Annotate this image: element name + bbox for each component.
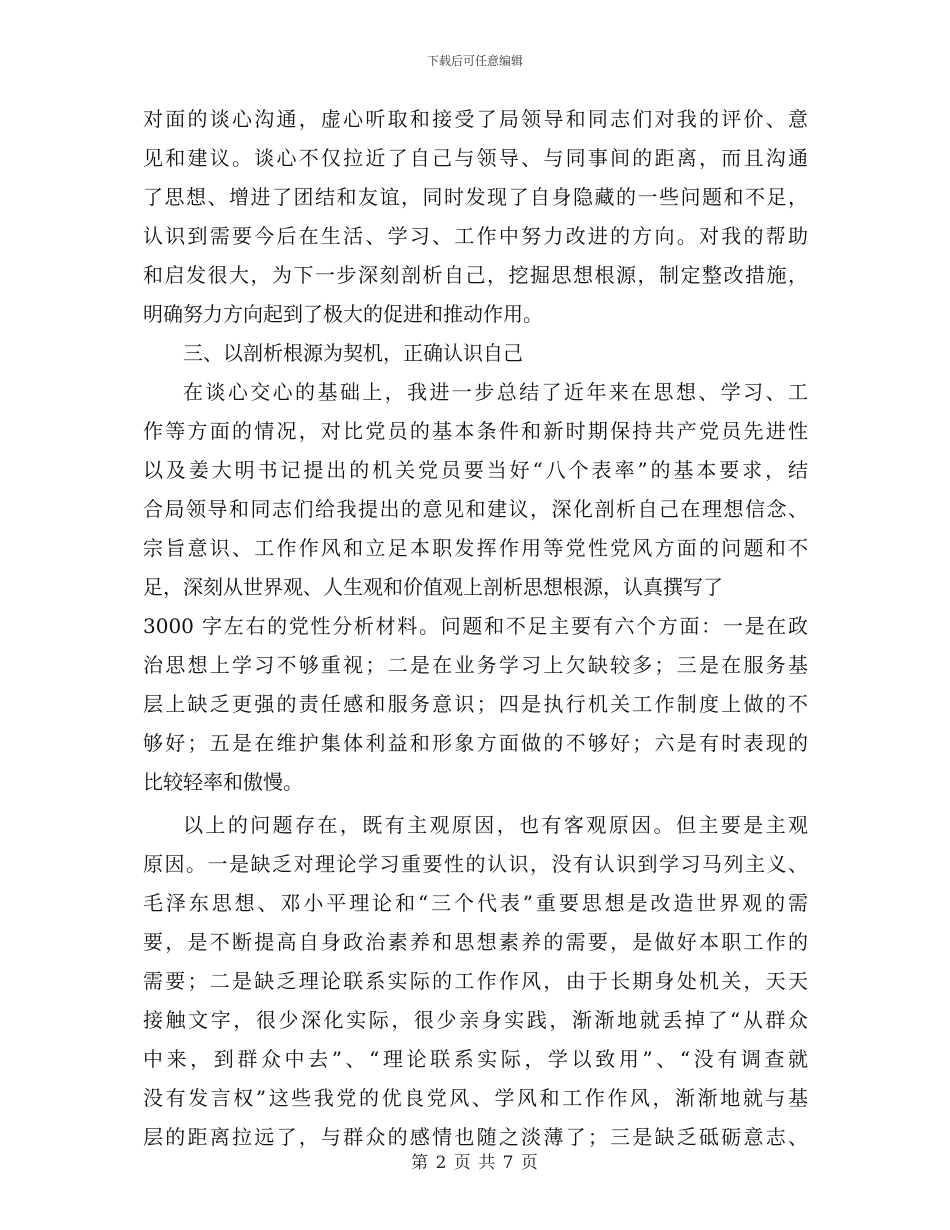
- text-line: 作等方面的情况，对比党员的基本条件和新时期保持共产党员先进性: [143, 419, 808, 443]
- text-line: 足，深刻从世界观、人生观和价值观上剖析思想根源，认真撰写了: [143, 575, 723, 599]
- text-line: 要，是不断提高自身政治素养和思想素养的需要，是做好本职工作的: [143, 930, 808, 954]
- text-line: 需要；二是缺乏理论联系实际的工作作风，由于长期身处机关，天天: [143, 969, 808, 993]
- text-line: 和启发很大，为下一步深刻剖析自己，挖掘思想根源，制定整改措施，: [143, 263, 808, 287]
- document-body: [143, 100, 808, 1157]
- text-line: 比较轻率和傲慢。: [143, 770, 303, 794]
- text-line: 治思想上学习不够重视；二是在业务学习上欠缺较多；三是在服务基: [143, 653, 808, 677]
- text-line: 层的距离拉远了，与群众的感情也随之淡薄了；三是缺乏砥砺意志、: [143, 1125, 808, 1149]
- text-line: 明确努力方向起到了极大的促进和推动作用。: [143, 302, 543, 326]
- text-line: 3000 字左右的党性分析材料。问题和不足主要有六个方面：一是在政: [143, 614, 808, 638]
- text-line: 接触文字，很少深化实际，很少亲身实践，渐渐地就丢掉了“从群众: [143, 1008, 808, 1032]
- text-line: 在谈心交心的基础上，我进一步总结了近年来在思想、学习、工: [183, 380, 808, 404]
- text-line: 毛泽东思想、邓小平理论和“三个代表”重要思想是改造世界观的需: [143, 891, 808, 915]
- text-line: 对面的谈心沟通，虚心听取和接受了局领导和同志们对我的评价、意: [143, 107, 808, 131]
- text-line: 认识到需要今后在生活、学习、工作中努力改进的方向。对我的帮助: [143, 224, 808, 248]
- text-line: 了思想、增进了团结和友谊，同时发现了自身隐藏的一些问题和不足，: [143, 185, 808, 209]
- page-number-footer: 第 2 页 共 7 页: [411, 1153, 539, 1173]
- text-line: 合局领导和同志们给我提出的意见和建议，深化剖析自己在理想信念、: [143, 497, 808, 521]
- text-line: 中来，到群众中去”、“理论联系实际，学以致用”、“没有调查就: [143, 1047, 808, 1071]
- text-line: 以及姜大明书记提出的机关党员要当好“八个表率”的基本要求，结: [143, 458, 808, 482]
- text-line: 以上的问题存在，既有主观原因，也有客观原因。但主要是主观: [183, 813, 808, 837]
- page-header: 下载后可任意编辑: [426, 54, 523, 68]
- text-line: 三、以剖析根源为契机，正确认识自己: [183, 341, 523, 365]
- text-line: 宗旨意识、工作作风和立足本职发挥作用等党性党风方面的问题和不: [143, 536, 808, 560]
- text-line: 没有发言权”这些我党的优良党风、学风和工作作风，渐渐地就与基: [143, 1086, 808, 1110]
- text-line: 见和建议。谈心不仅拉近了自己与领导、与同事间的距离，而且沟通: [143, 146, 808, 170]
- text-line: 原因。一是缺乏对理论学习重要性的认识，没有认识到学习马列主义、: [143, 852, 808, 876]
- text-line: 层上缺乏更强的责任感和服务意识；四是执行机关工作制度上做的不: [143, 692, 808, 716]
- text-line: 够好；五是在维护集体利益和形象方面做的不够好；六是有时表现的: [143, 731, 808, 755]
